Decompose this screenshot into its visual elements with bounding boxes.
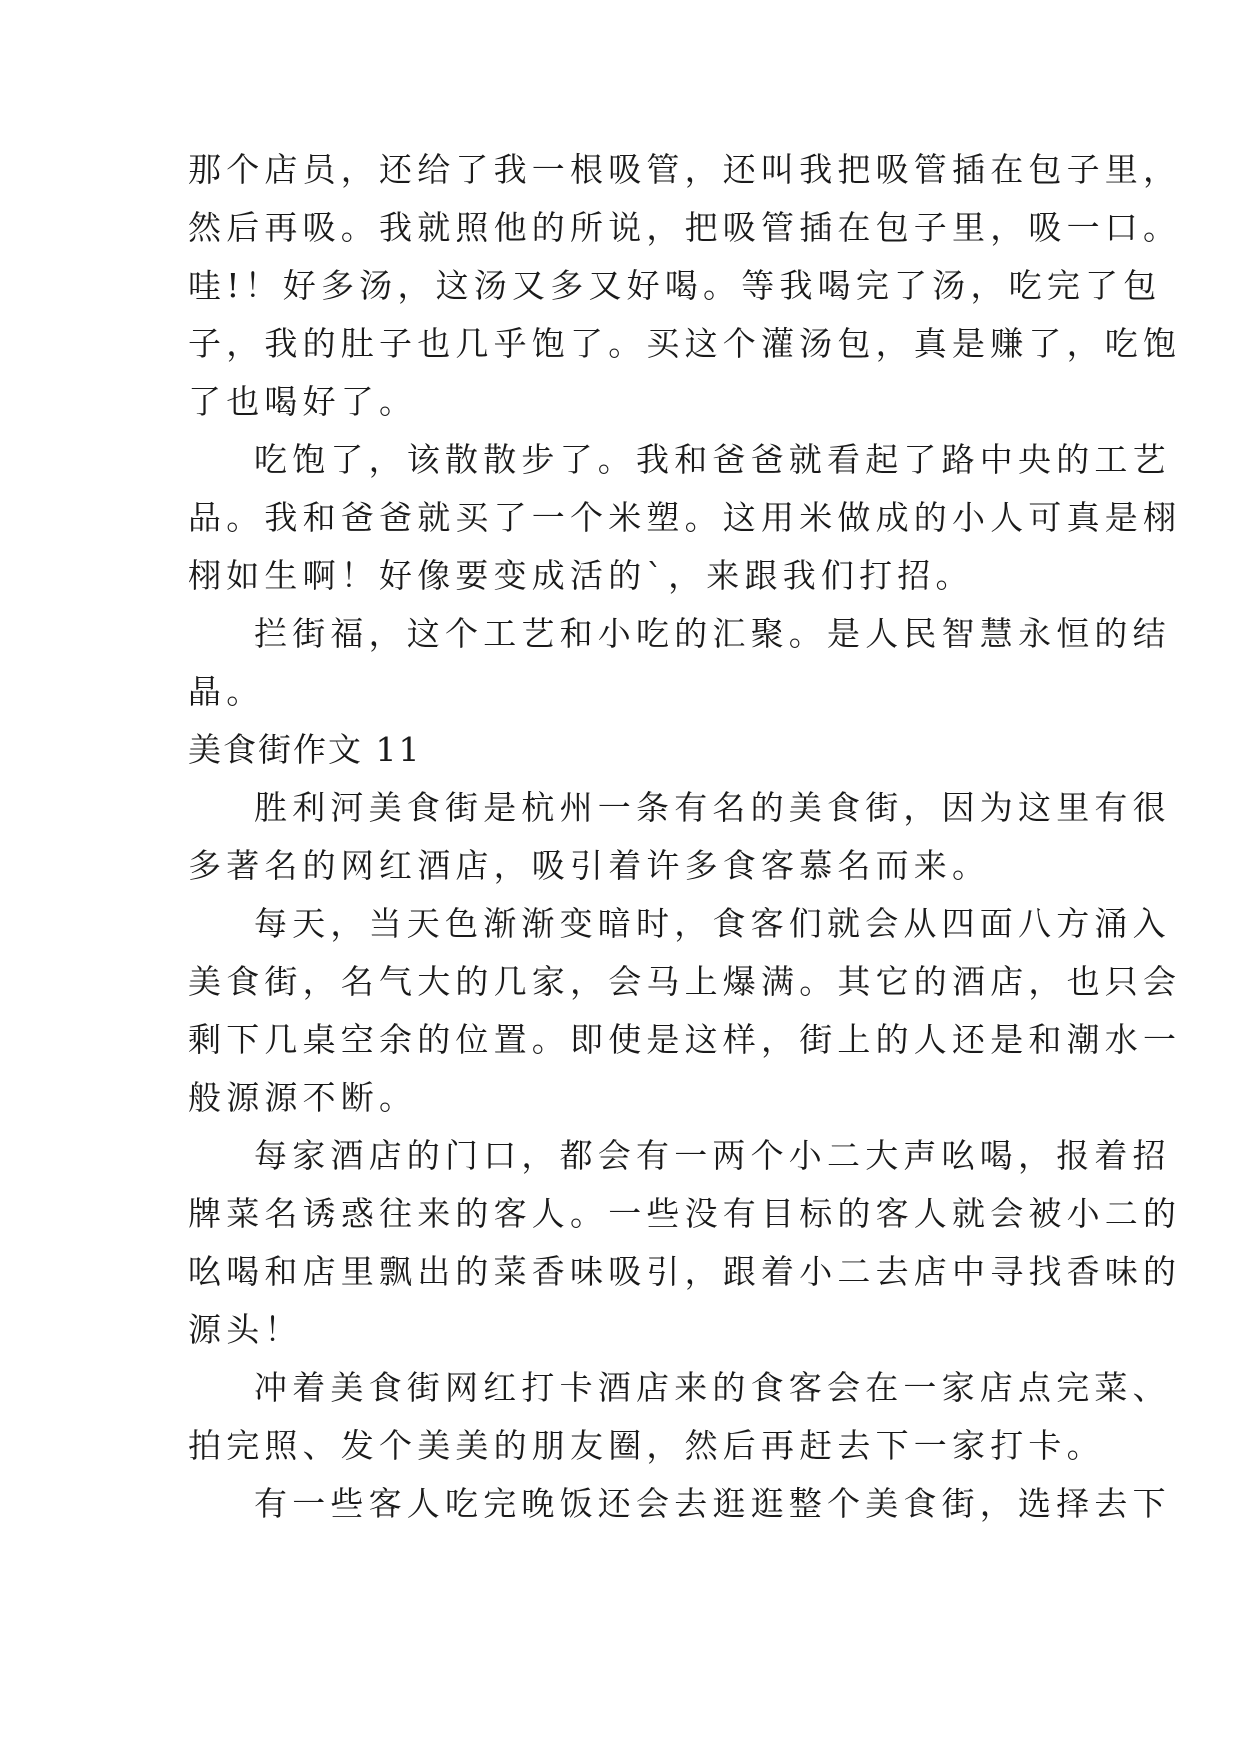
text-line: 有一些客人吃完晚饭还会去逛逛整个美食街，选择去下 (254, 1484, 1171, 1523)
text-line: 美食街，名气大的几家，会马上爆满。其它的酒店，也只会 (188, 962, 1182, 1001)
text-line: 吆喝和店里飘出的菜香味吸引，跟着小二去店中寻找香味的 (188, 1252, 1182, 1291)
text-line: 每天，当天色渐渐变暗时，食客们就会从四面八方涌入 (254, 904, 1171, 943)
text-line: 每家酒店的门口，都会有一两个小二大声吆喝，报着招 (254, 1136, 1171, 1175)
text-line: 胜利河美食街是杭州一条有名的美食街，因为这里有很 (254, 788, 1171, 827)
text-line: 哇!！好多汤，这汤又多又好喝。等我喝完了汤，吃完了包 (188, 266, 1162, 305)
text-line: 冲着美食街网红打卡酒店来的食客会在一家店点完菜、 (254, 1368, 1171, 1407)
text-line: 拍完照、发个美美的朋友圈，然后再赶去下一家打卡。 (188, 1426, 1105, 1465)
section-heading: 美食街作文 11 (188, 730, 422, 769)
text-line: 晶。 (188, 672, 265, 711)
text-line: 子，我的肚子也几乎饱了。买这个灌汤包，真是赚了，吃饱 (188, 324, 1182, 363)
text-line: 剩下几桌空余的位置。即使是这样，街上的人还是和潮水一 (188, 1020, 1182, 1059)
text-line: 吃饱了，该散散步了。我和爸爸就看起了路中央的工艺 (254, 440, 1171, 479)
text-line: 然后再吸。我就照他的所说，把吸管插在包子里，吸一口。 (188, 208, 1182, 247)
text-line: 栩如生啊！好像要变成活的`，来跟我们打招。 (188, 556, 974, 595)
text-line: 牌菜名诱惑往来的客人。一些没有目标的客人就会被小二的 (188, 1194, 1182, 1233)
text-line: 般源源不断。 (188, 1078, 418, 1117)
text-line: 源头！ (188, 1310, 303, 1349)
text-line: 那个店员，还给了我一根吸管，还叫我把吸管插在包子里， (188, 150, 1182, 189)
text-line: 拦街福，这个工艺和小吃的汇聚。是人民智慧永恒的结 (254, 614, 1171, 653)
text-line: 品。我和爸爸就买了一个米塑。这用米做成的小人可真是栩 (188, 498, 1182, 537)
text-line: 了也喝好了。 (188, 382, 418, 421)
text-line: 多著名的网红酒店，吸引着许多食客慕名而来。 (188, 846, 991, 885)
